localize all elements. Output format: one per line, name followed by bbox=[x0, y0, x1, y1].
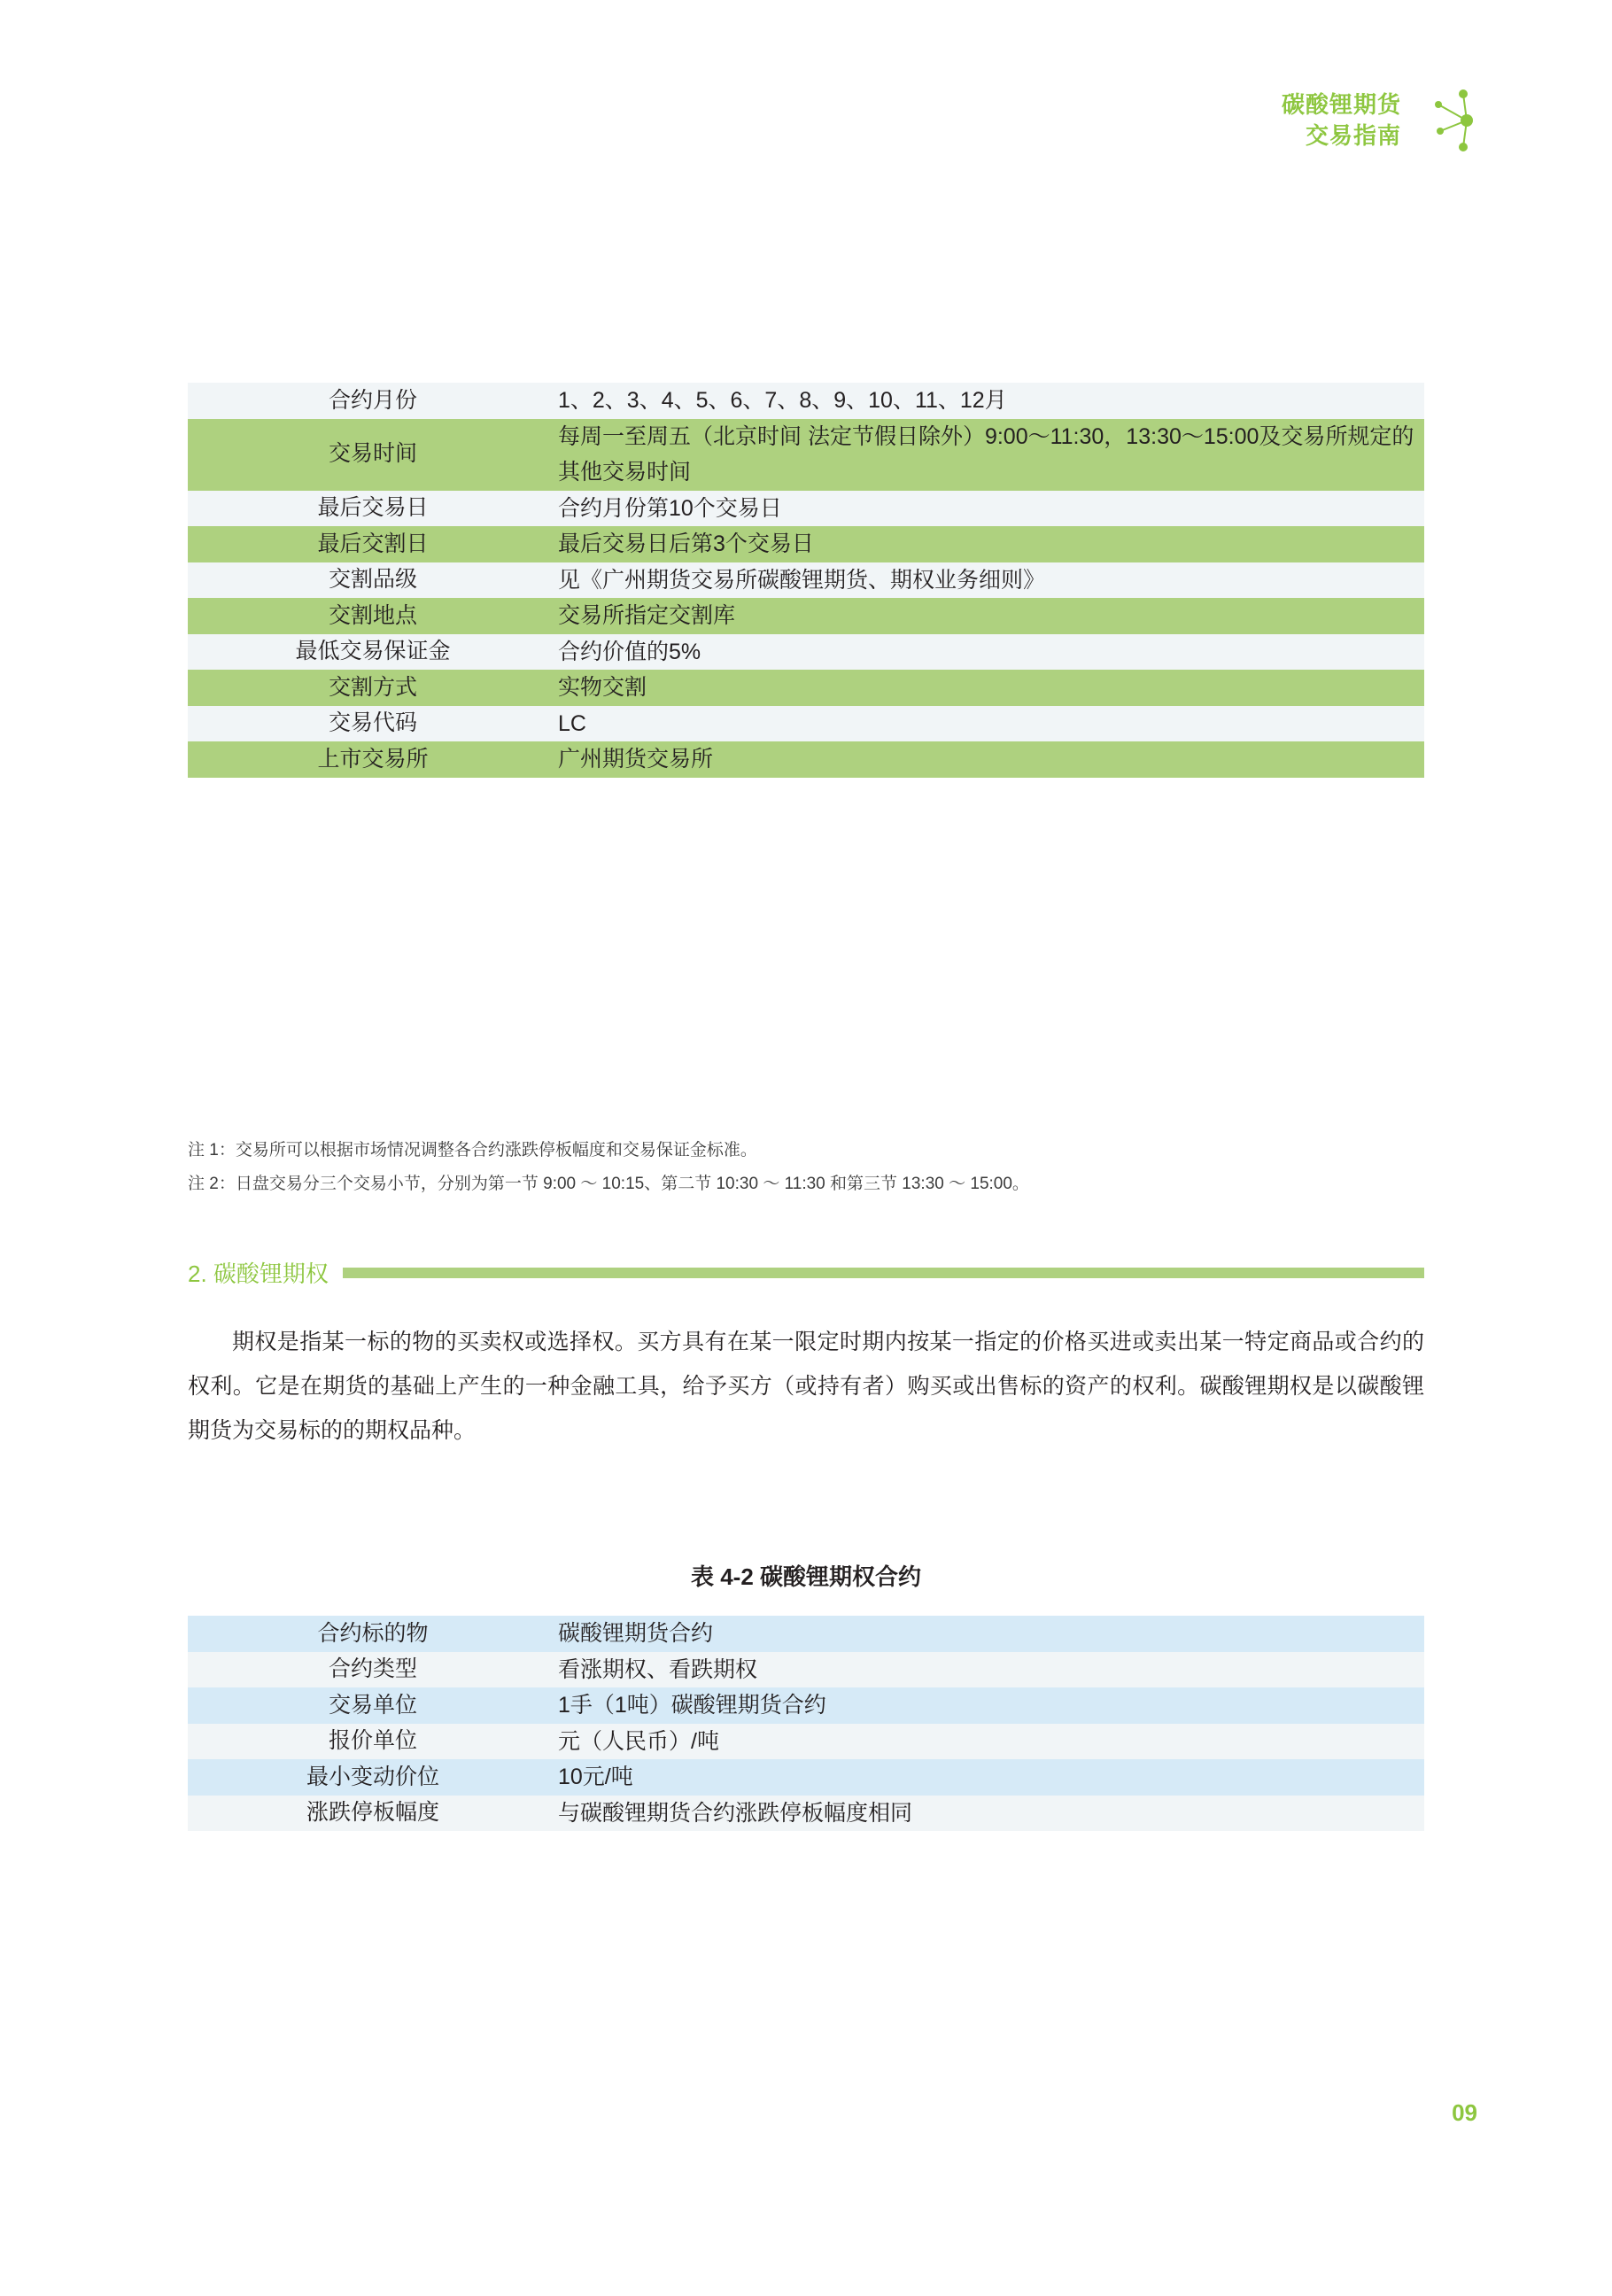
row-label: 交割地点 bbox=[188, 598, 558, 634]
table-4-2-body bbox=[188, 1616, 1424, 1831]
row-label: 交割品级 bbox=[188, 562, 558, 599]
row-label: 合约类型 bbox=[188, 1652, 558, 1688]
note-1: 注 1：交易所可以根据市场情况调整各合约涨跌停板幅度和交易保证金标准。 bbox=[188, 1141, 757, 1160]
header-title-line1: 碳酸锂期货 bbox=[1281, 90, 1401, 118]
section-heading-bar bbox=[343, 1268, 1424, 1278]
molecule-logo-icon bbox=[1414, 85, 1477, 156]
table-row bbox=[188, 526, 1424, 562]
table-4-2-caption: 表 4-2 碳酸锂期权合约 bbox=[690, 1563, 922, 1590]
table-row bbox=[188, 741, 1424, 778]
table-row bbox=[188, 706, 1424, 742]
row-value: 合约月份第10个交易日 bbox=[558, 491, 1424, 527]
table-4-2 bbox=[188, 1616, 1424, 1831]
row-label: 报价单位 bbox=[188, 1724, 558, 1760]
row-label: 上市交易所 bbox=[188, 741, 558, 778]
row-value: 碳酸锂期货合约 bbox=[558, 1616, 1424, 1652]
page-header bbox=[1282, 85, 1477, 156]
row-value: 与碳酸锂期货合约涨跌停板幅度相同 bbox=[558, 1796, 1424, 1832]
table-row bbox=[188, 598, 1424, 634]
row-label: 交易时间 bbox=[188, 419, 558, 491]
row-value: 广州期货交易所 bbox=[558, 741, 1424, 778]
row-label: 最后交割日 bbox=[188, 526, 558, 562]
table-row bbox=[188, 634, 1424, 671]
table-4-1-container bbox=[188, 383, 1424, 778]
table-row bbox=[188, 1724, 1424, 1760]
row-label: 合约标的物 bbox=[188, 1616, 558, 1652]
row-value: LC bbox=[558, 706, 1424, 742]
row-value: 见《广州期货交易所碳酸锂期货、期权业务细则》 bbox=[558, 562, 1424, 599]
row-value: 合约价值的5% bbox=[558, 634, 1424, 671]
table-row bbox=[188, 1652, 1424, 1688]
table-row bbox=[188, 491, 1424, 527]
table-row bbox=[188, 1616, 1424, 1652]
row-value: 10元/吨 bbox=[558, 1759, 1424, 1796]
row-label: 最低交易保证金 bbox=[188, 634, 558, 671]
body-paragraph: 期权是指某一标的物的买卖权或选择权。买方具有在某一限定时期内按某一指定的价格买进或卖出某一特定商品或合约的权利。它是在期货的基础上产生的一种金融工具，给予买方（或持有者）购买或出售标的资产的权利。碳酸锂期权是以碳酸锂期货为交易标的的期权品种。 bbox=[188, 1330, 1424, 1443]
row-label: 交易单位 bbox=[188, 1687, 558, 1724]
row-value: 看涨期权、看跌期权 bbox=[558, 1652, 1424, 1688]
table-row bbox=[188, 1796, 1424, 1832]
section-heading bbox=[188, 1256, 1424, 1289]
row-value: 1手（1吨）碳酸锂期货合约 bbox=[558, 1687, 1424, 1724]
header-title-line2: 交易指南 bbox=[1305, 122, 1401, 149]
table-row bbox=[188, 419, 1424, 491]
table-row bbox=[188, 562, 1424, 599]
row-value: 交易所指定交割库 bbox=[558, 598, 1424, 634]
header-title bbox=[1282, 89, 1401, 151]
table-4-2-container bbox=[188, 1616, 1424, 1831]
table-4-1 bbox=[188, 383, 1424, 778]
row-label: 最后交易日 bbox=[188, 491, 558, 527]
table-row bbox=[188, 670, 1424, 706]
row-value: 实物交割 bbox=[558, 670, 1424, 706]
table-notes bbox=[188, 1134, 1424, 1201]
table-row bbox=[188, 1687, 1424, 1724]
row-label: 合约月份 bbox=[188, 383, 558, 419]
page-number: 09 bbox=[1452, 2099, 1477, 2126]
section-heading-label: 2. 碳酸锂期权 bbox=[188, 1260, 329, 1287]
row-value: 最后交易日后第3个交易日 bbox=[558, 526, 1424, 562]
note-2: 注 2：日盘交易分三个交易小节，分别为第一节 9:00 ～ 10:15、第二节 10:30 ～ 11:30 和第三节 13:30 ～ 15:00。 bbox=[188, 1175, 1029, 1193]
row-label: 交割方式 bbox=[188, 670, 558, 706]
table-4-1-body bbox=[188, 383, 1424, 778]
table-row bbox=[188, 1759, 1424, 1796]
row-value: 1、2、3、4、5、6、7、8、9、10、11、12月 bbox=[558, 383, 1424, 419]
row-value: 元（人民币）/吨 bbox=[558, 1724, 1424, 1760]
row-label: 交易代码 bbox=[188, 706, 558, 742]
table-row bbox=[188, 383, 1424, 419]
row-label: 最小变动价位 bbox=[188, 1759, 558, 1796]
row-value: 每周一至周五（北京时间 法定节假日除外）9:00～11:30，13:30～15:00及交易所规定的其他交易时间 bbox=[558, 419, 1424, 491]
row-label: 涨跌停板幅度 bbox=[188, 1796, 558, 1832]
